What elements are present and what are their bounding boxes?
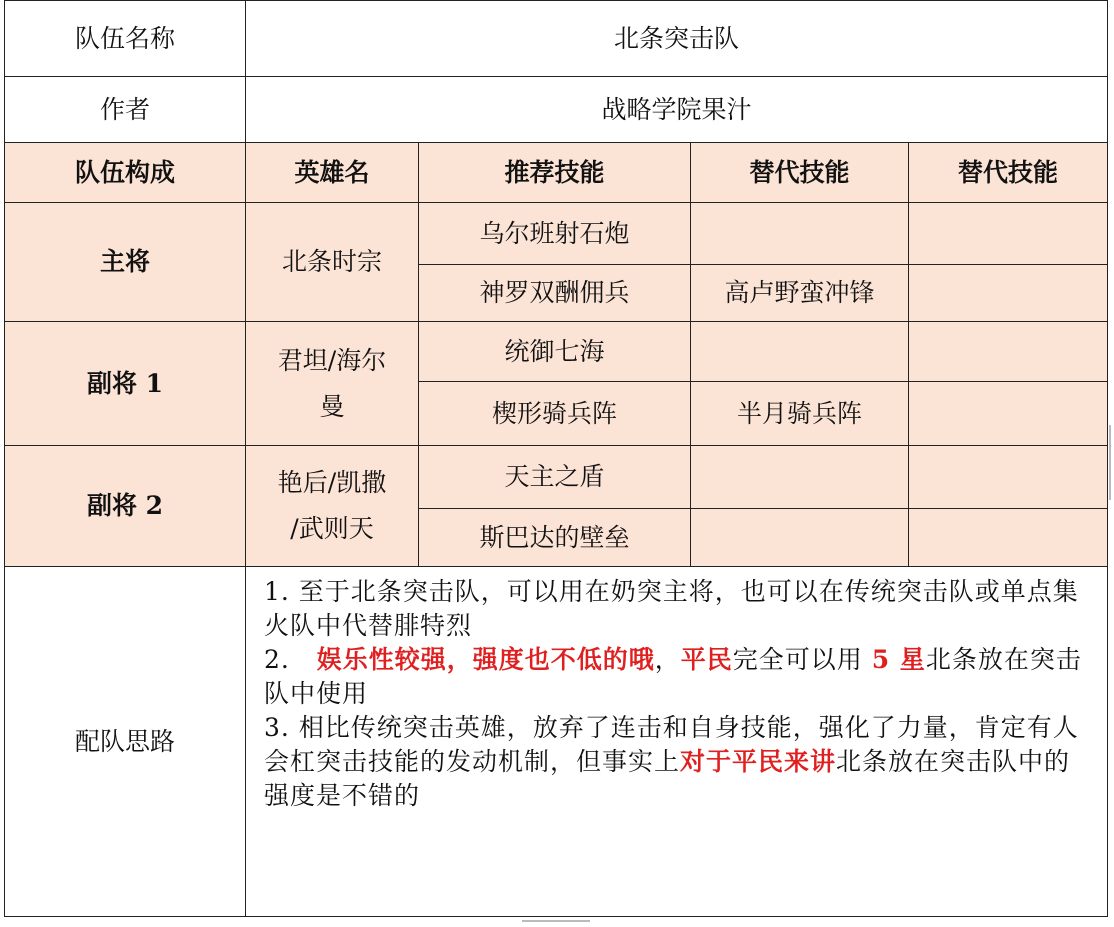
skill-recommended: 斯巴达的壁垒 — [419, 509, 691, 567]
hero-main: 北条时宗 — [246, 203, 419, 322]
skill-alt2 — [909, 382, 1108, 446]
col-header-composition: 队伍构成 — [5, 143, 246, 203]
role-vice1: 副将 1 — [5, 322, 246, 446]
emphasis-text: 平民 — [680, 645, 733, 674]
role-main: 主将 — [5, 203, 246, 322]
emphasis-text: 对于平民来讲 — [680, 747, 837, 776]
skill-recommended: 神罗双酬佣兵 — [419, 265, 691, 322]
strategy-notes — [246, 567, 1108, 917]
hero-vice1-line1: 君坦/海尔 — [277, 345, 387, 375]
plain-text: 北条放在突击队中的强度是不错的 — [264, 747, 1071, 810]
skill-alt2 — [909, 322, 1108, 382]
col-header-alt2: 替代技能 — [909, 143, 1108, 203]
plain-text: 完全可以用 — [732, 645, 872, 674]
skill-alt2 — [909, 446, 1108, 509]
skill-alt1: 高卢野蛮冲锋 — [691, 265, 909, 322]
page-edge-mark — [1109, 425, 1111, 500]
plain-text: 3. 相比传统突击英雄，放弃了连击和自身技能，强化了力量，肯定有人会杠突击技能的发动机制，但事实上 — [264, 713, 1079, 776]
page-edge-mark — [522, 920, 590, 922]
hero-vice2-line2: /武则天 — [290, 514, 374, 543]
skill-alt2 — [909, 203, 1108, 265]
plain-text: 北条放在突击队中使用 — [264, 645, 1082, 708]
strategy-label: 配队思路 — [5, 567, 246, 917]
author-value: 战略学院果汁 — [246, 77, 1108, 143]
skill-alt1 — [691, 322, 909, 382]
hero-vice2-line1: 艳后/凯撒 — [277, 468, 387, 497]
hero-vice1-line2: 曼 — [319, 391, 345, 421]
team-table — [4, 0, 1108, 917]
skill-recommended: 乌尔班射石炮 — [419, 203, 691, 265]
skill-alt1 — [691, 446, 909, 509]
hero-vice2 — [246, 446, 419, 567]
col-header-recommended: 推荐技能 — [419, 143, 691, 203]
skill-recommended: 楔形骑兵阵 — [419, 382, 691, 446]
strategy-point-2 — [264, 643, 1093, 711]
skill-alt2 — [909, 509, 1108, 567]
plain-text: ， — [654, 645, 681, 674]
strategy-point-1: 1. 至于北条突击队，可以用在奶突主将，也可以在传统突击队或单点集火队中代替腓特烈 — [264, 577, 1079, 640]
skill-alt1 — [691, 509, 909, 567]
skill-recommended: 天主之盾 — [419, 446, 691, 509]
emphasis-text: 5 星 — [871, 645, 926, 674]
skill-alt1 — [691, 203, 909, 265]
skill-alt1: 半月骑兵阵 — [691, 382, 909, 446]
team-name-label: 队伍名称 — [5, 1, 246, 77]
col-header-hero: 英雄名 — [246, 143, 419, 203]
col-header-alt1: 替代技能 — [691, 143, 909, 203]
hero-vice1 — [246, 322, 419, 446]
emphasis-text: 娱乐性较强，强度也不低的哦 — [316, 645, 655, 674]
team-name-value: 北条突击队 — [246, 1, 1108, 77]
author-label: 作者 — [5, 77, 246, 143]
skill-recommended: 统御七海 — [419, 322, 691, 382]
role-vice2: 副将 2 — [5, 446, 246, 567]
skill-alt2 — [909, 265, 1108, 322]
point-2-number: 2. — [264, 645, 317, 674]
strategy-point-3 — [264, 711, 1093, 813]
